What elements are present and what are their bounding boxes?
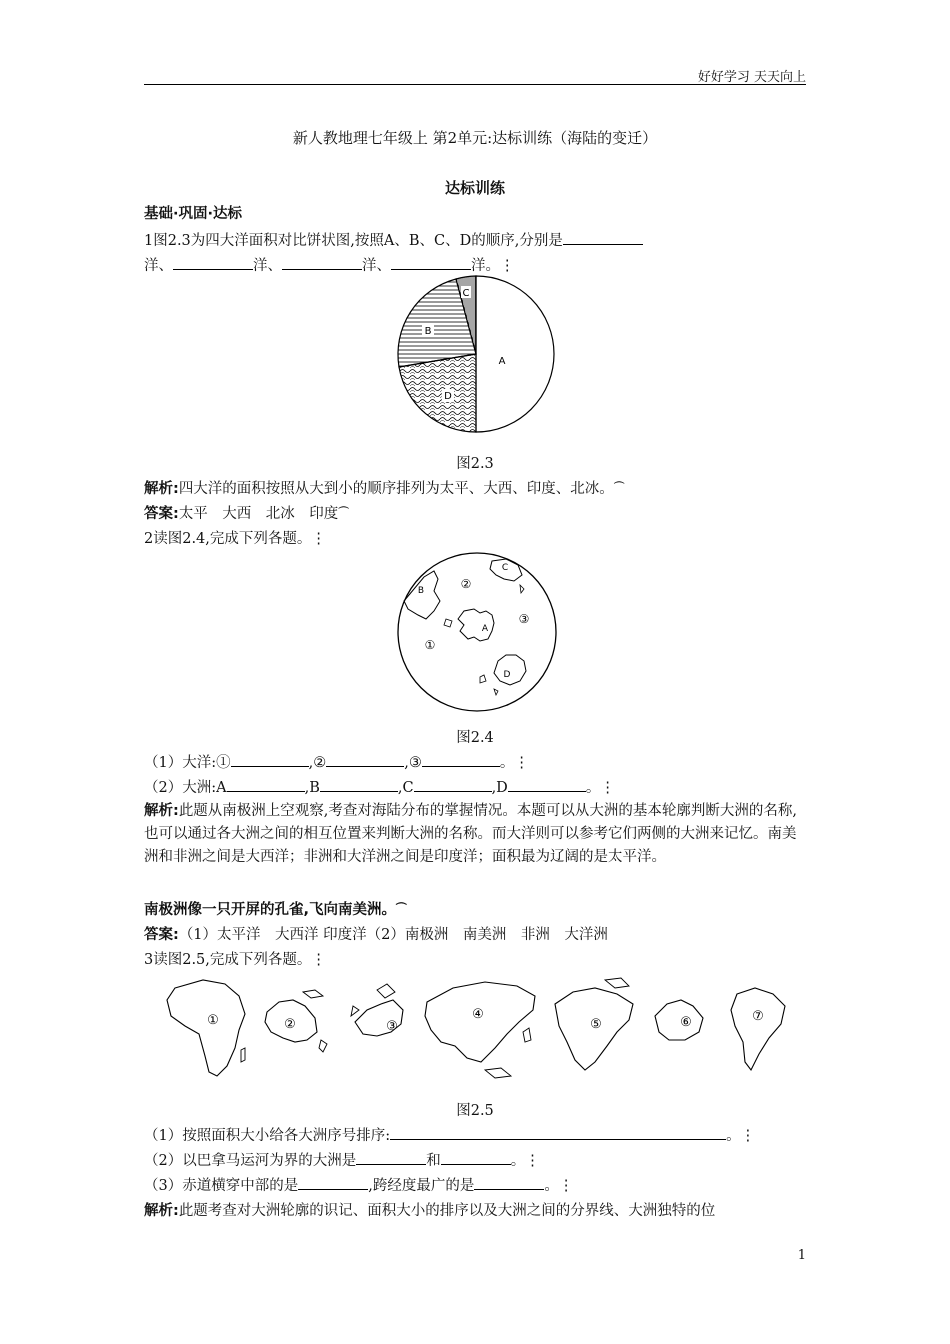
q3-sub2: （2）以巴拿马运河为界的大洲是 和 。⋮ [144,1149,540,1170]
q3-sub1: （1）按照面积大小给各大洲序号排序: 。⋮ [144,1124,755,1145]
q3-analysis: 解析:此题考查对大洲轮廓的识记、面积大小的排序以及大洲之间的分界线、大洲独特的位 [144,1203,716,1219]
figure-caption-2-5: 图2.5 [456,1103,494,1119]
continent-label-2: ② [284,1017,296,1032]
q3-intro: 3读图2.5,完成下列各题。⋮ [144,952,326,968]
answer-blank[interactable] [441,1150,511,1165]
q3-sub3: （3）赤道横穿中部的是 ,跨经度最广的是 。⋮ [144,1174,573,1195]
continent-label-3: ③ [386,1019,398,1034]
pie-label-a: A [498,356,506,367]
pie-label-c: C [462,288,470,299]
continent-label-4: ④ [472,1007,484,1022]
ocean-pie-chart [390,272,560,440]
return-mark-icon: ⏜ [396,902,407,915]
continent-1-outline [167,980,245,1076]
header-rule [144,84,806,85]
q2-intro: 2读图2.4,完成下列各题。⋮ [144,531,326,547]
answer-blank[interactable] [508,777,586,792]
map-label-d: D [503,670,511,680]
answer-blank[interactable] [391,255,471,270]
q2-tip: 南极洲像一只开屏的孔雀,飞向南美洲。⏜ [144,902,407,918]
pie-slice-a [476,276,554,432]
q1-analysis: 解析:四大洋的面积按照从大到小的顺序排列为太平、大西、印度、北冰。⏜ [144,481,625,497]
antarctic-polar-map [394,549,560,715]
answer-blank[interactable] [173,255,253,270]
continent-7-outline [731,988,785,1070]
answer-blank[interactable] [414,777,492,792]
pie-slice-d [399,354,476,432]
q2-analysis: 解析:此题从南极洲上空观察,考查对海陆分布的掌握情况。本题可以从大洲的基本轮廓判断大洲的名称,也可以通过各大洲之间的相互位置来判断大洲的名称。而大洋则可以参考它们两侧的大洲来记忆。南美洲和非洲之间是大西洋；非洲和大洋洲之间是印度洋；面积最为辽阔的是太平洋。 [144,803,798,865]
answer-blank[interactable] [282,255,362,270]
page-number: 1 [797,1248,806,1263]
map-label-ocean-1: ① [424,638,436,652]
answer-blank[interactable] [227,777,305,792]
pie-label-d: D [444,391,452,402]
map-label-a: A [481,624,489,634]
answer-blank[interactable] [474,1175,544,1190]
answer-blank[interactable] [422,752,500,767]
header-text: 好好学习 天天向上 [697,70,806,85]
answer-blank[interactable] [563,230,643,245]
answer-blank[interactable] [320,777,398,792]
continent-4-outline [425,982,535,1062]
answer-blank[interactable] [298,1175,368,1190]
q2-answer: 答案:（1）太平洋 大西洋 印度洋（2）南极洲 南美洲 非洲 大洋洲 [144,927,608,943]
document-title: 新人教地理七年级上 第2单元:达标训练（海陆的变迁） [292,129,658,147]
q1-answer: 答案:太平 大西 北冰 印度⏜ [144,506,349,522]
continent-label-6: ⑥ [680,1015,692,1030]
q1-line2: 洋、 洋、 洋、 洋。⋮ [144,254,515,275]
figure-caption-2-3: 图2.3 [456,456,494,472]
subsection-title: 基础·巩固·达标 [144,206,243,222]
answer-blank[interactable] [356,1150,426,1165]
continent-6-outline [655,1000,703,1040]
map-label-ocean-3: ③ [518,612,530,626]
continents-figure [155,970,805,1090]
continent-label-5: ⑤ [590,1017,602,1032]
q2-sub2: （2）大洲:A ,B ,C ,D 。⋮ [144,776,615,797]
map-label-b: B [417,586,425,596]
figure-caption-2-4: 图2.4 [456,730,494,746]
continent-label-1: ① [207,1013,219,1028]
answer-blank[interactable] [231,752,309,767]
q2-sub1: （1）大洋:① ,② ,③ 。⋮ [144,751,529,772]
section-title: 达标训练 [444,179,505,197]
answer-blank[interactable] [326,752,404,767]
return-mark-icon: ⏜ [338,506,349,519]
pie-label-b: B [424,326,432,337]
answer-blank[interactable] [390,1125,726,1140]
return-mark-icon: ⏜ [613,481,625,494]
q1-line1: 1图2.3为四大洋面积对比饼状图,按照A、B、C、D的顺序,分别是 [144,229,643,250]
map-label-ocean-2: ② [460,577,472,591]
continent-label-7: ⑦ [752,1009,764,1024]
map-label-c: C [501,563,509,573]
